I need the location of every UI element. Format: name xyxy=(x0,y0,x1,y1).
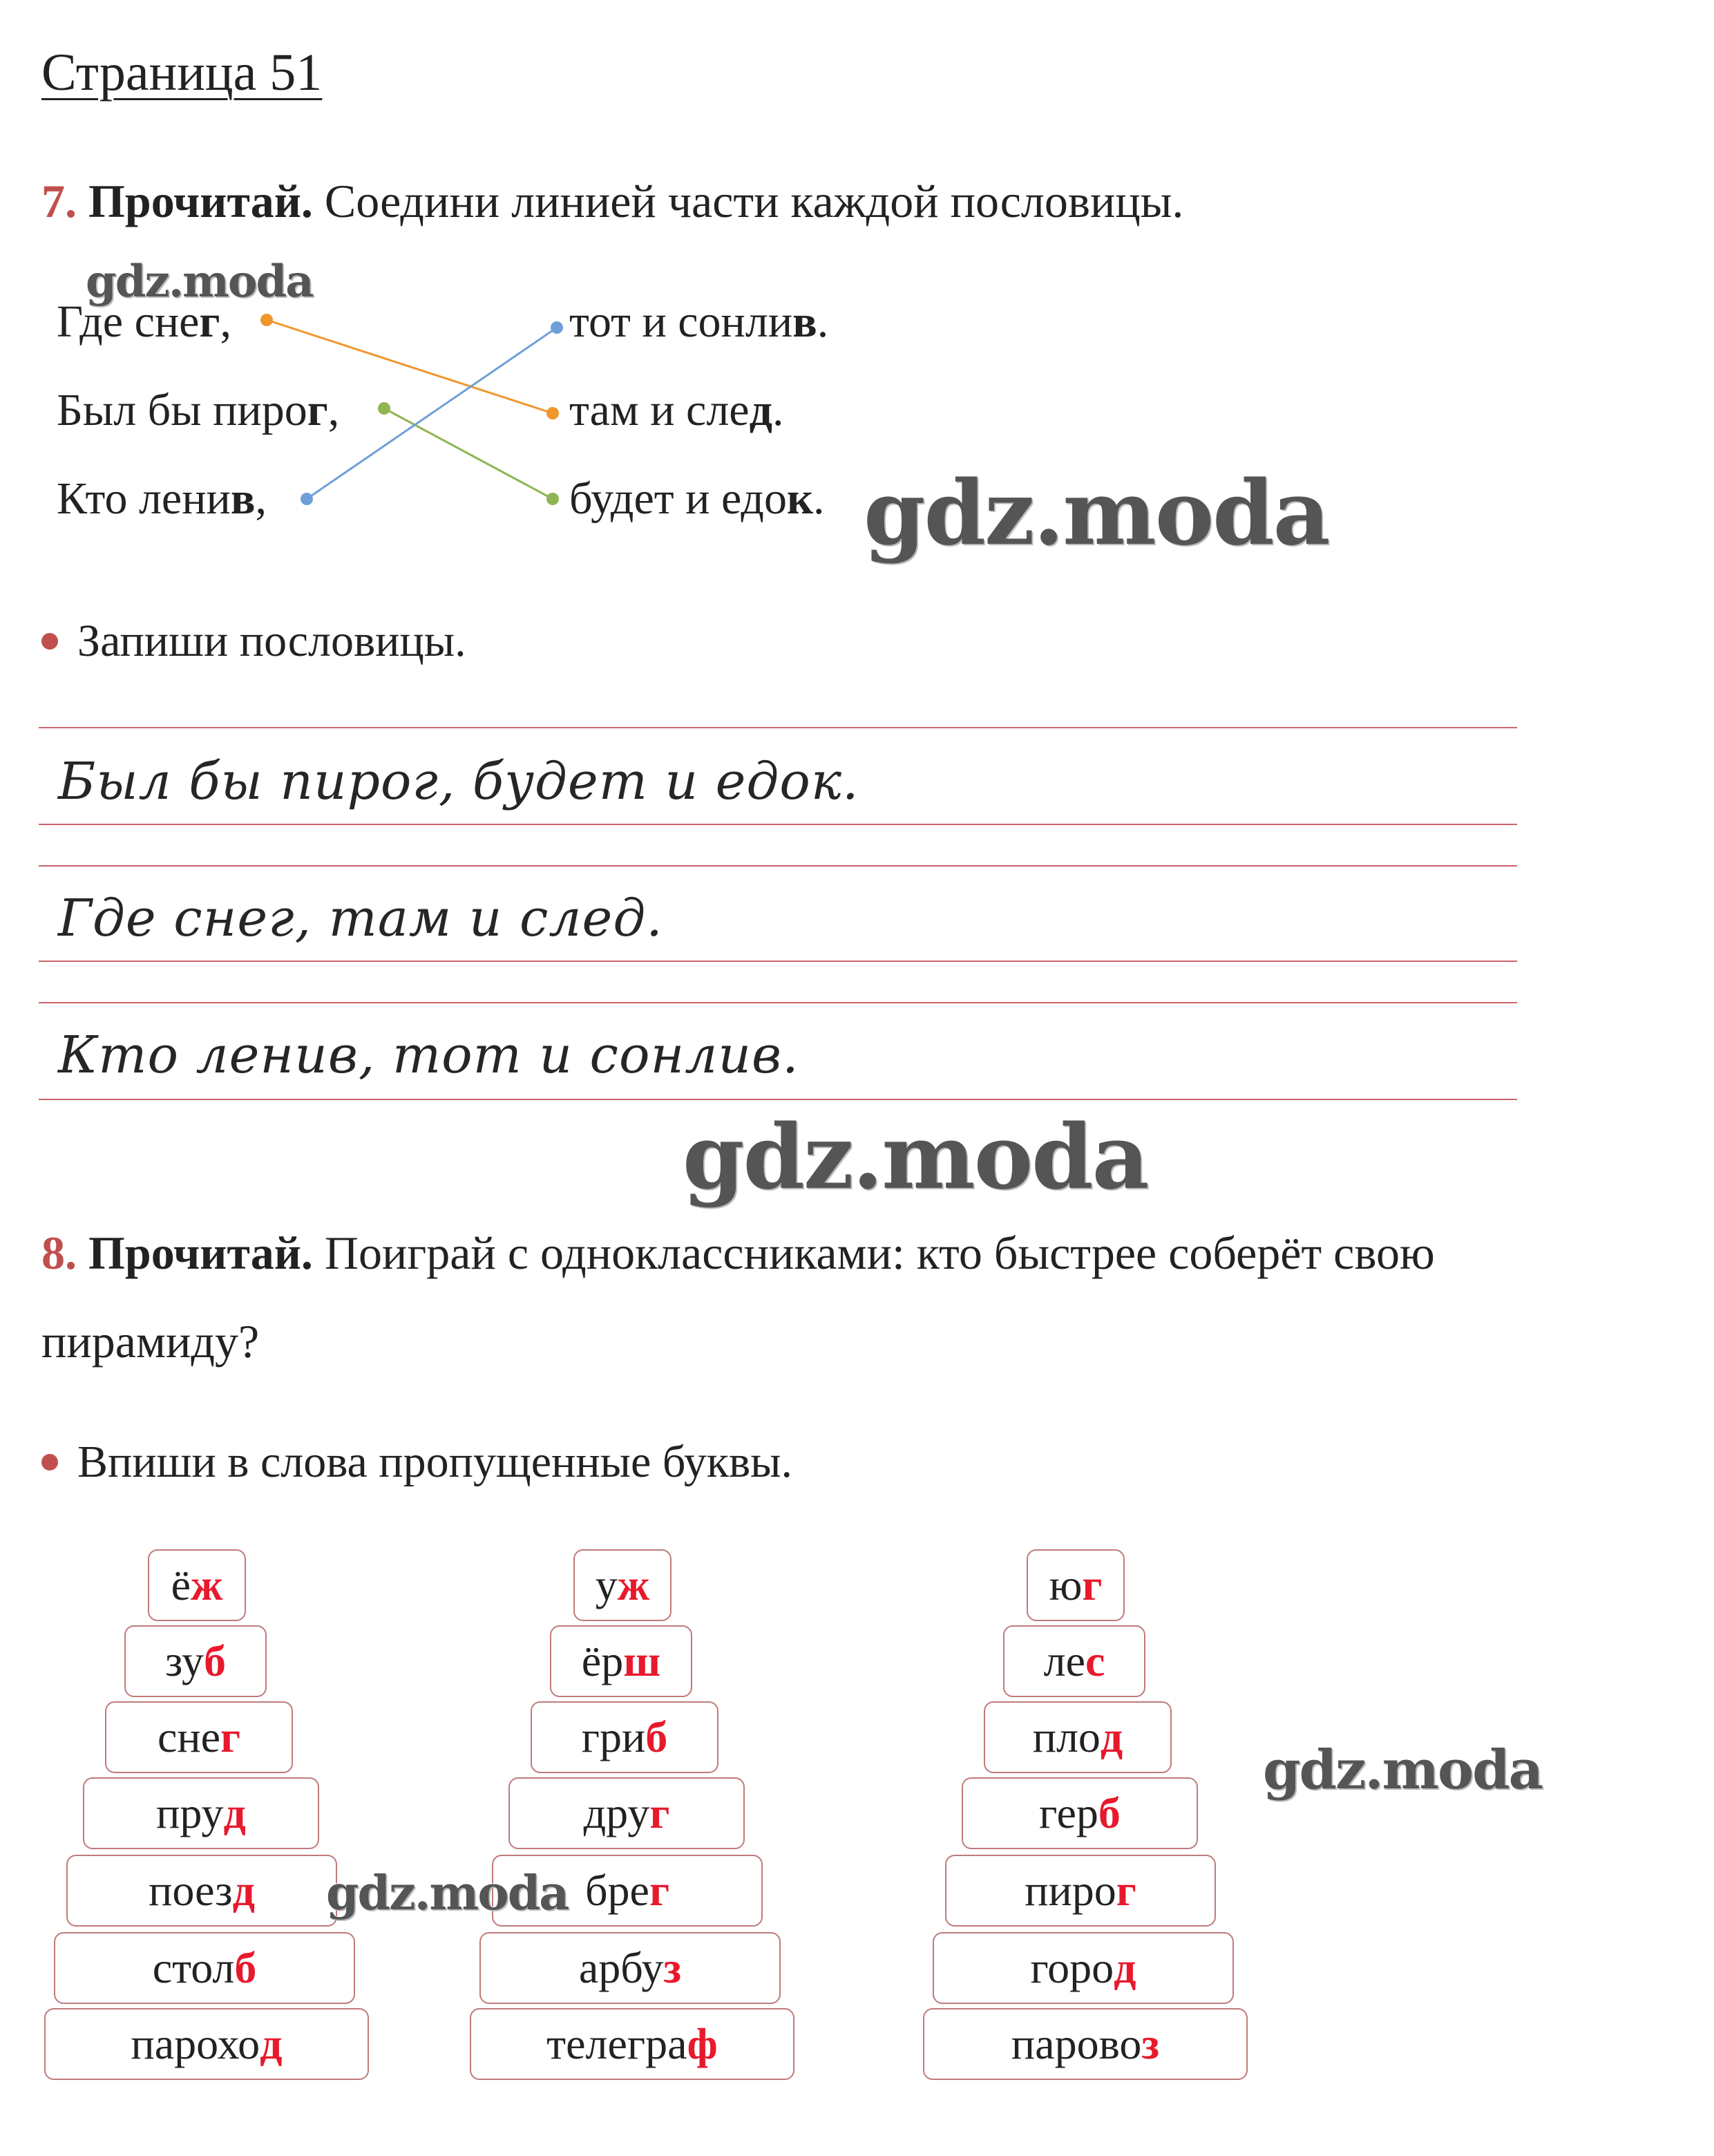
task-7-verb: Прочитай. xyxy=(88,175,313,227)
page-title: Страница 51 xyxy=(41,44,323,102)
proverb-right-2: там и след. xyxy=(569,385,784,435)
link-dot-green-end xyxy=(546,493,559,505)
pyramid-2-block-4[interactable]: дру г xyxy=(508,1777,745,1849)
pyramid-3-block-2[interactable]: ле с xyxy=(1003,1625,1145,1697)
link-dot-orange-start xyxy=(260,314,273,326)
watermark: gdz.moda xyxy=(683,1106,1148,1209)
link-line-orange xyxy=(267,320,553,413)
proverb-right-3: будет и едок. xyxy=(569,473,825,524)
pyramid-1-block-7[interactable]: парохо д xyxy=(44,2008,369,2080)
proverb-left-3: Кто ленив, xyxy=(57,473,267,524)
proverb-right-1: тот и сонлив. xyxy=(569,296,829,347)
task-8-verb: Прочитай. xyxy=(88,1227,313,1279)
pyramid-3-block-6[interactable]: горо д xyxy=(933,1932,1234,2004)
pyramid-1-block-6[interactable]: стол б xyxy=(54,1932,355,2004)
pyramid-2-block-6[interactable]: арбу з xyxy=(479,1932,781,2004)
ruled-line xyxy=(39,824,1517,825)
task-8-text-line1: Поиграй с одноклассниками: кто быстрее соберёт свою xyxy=(312,1227,1435,1279)
pyramid-3-block-5[interactable]: пиро г xyxy=(945,1855,1216,1927)
ruled-line xyxy=(39,1002,1517,1003)
link-dot-blue-start xyxy=(301,493,313,505)
watermark: gdz.moda xyxy=(1263,1739,1543,1802)
task-8-number: 8. xyxy=(41,1227,77,1279)
proverb-left-2: Был бы пирог, xyxy=(57,385,340,435)
task-8-bullet: Впиши в слова пропущенные буквы. xyxy=(41,1436,792,1488)
answer-line-1: Был бы пирог, будет и едок. xyxy=(58,752,859,811)
ruled-line xyxy=(39,865,1517,867)
pyramid-2-block-7[interactable]: телегра ф xyxy=(470,2008,794,2080)
link-dot-blue-end xyxy=(551,321,563,334)
ruled-line xyxy=(39,1099,1517,1100)
pyramid-1-block-2[interactable]: зу б xyxy=(124,1625,267,1697)
bullet-dot-icon xyxy=(41,1454,58,1471)
pyramid-1-block-1[interactable]: ё ж xyxy=(148,1549,246,1621)
link-dot-green-start xyxy=(378,402,390,415)
answer-line-3: Кто ленив, тот и сонлив. xyxy=(58,1025,799,1085)
task-7-bullet: Запиши пословицы. xyxy=(41,615,466,668)
task-8-instruction xyxy=(41,1226,1435,1280)
link-dot-orange-end xyxy=(546,407,559,419)
task-8-text-line2: пирамиду? xyxy=(41,1315,260,1368)
ruled-line xyxy=(39,961,1517,962)
bullet-dot-icon xyxy=(41,633,58,650)
task-7-text: Соедини линией части каждой пословицы. xyxy=(312,175,1184,227)
watermark: gdz.moda xyxy=(864,462,1329,565)
watermark: gdz.moda xyxy=(326,1866,569,1921)
pyramid-3-block-3[interactable]: пло д xyxy=(984,1701,1172,1773)
pyramid-2-block-5[interactable]: бре г xyxy=(492,1855,763,1927)
pyramid-3-block-1[interactable]: ю г xyxy=(1027,1549,1125,1621)
pyramid-1-block-5[interactable]: поез д xyxy=(66,1855,337,1927)
watermark: gdz.moda xyxy=(86,256,313,308)
proverb-left-1: Где снег, xyxy=(57,296,231,347)
answer-line-2: Где снег, там и след. xyxy=(58,889,663,948)
ruled-line xyxy=(39,727,1517,728)
pyramid-3-block-4[interactable]: гер б xyxy=(962,1777,1198,1849)
task-7-number: 7. xyxy=(41,175,77,227)
pyramid-2-block-3[interactable]: гри б xyxy=(531,1701,718,1773)
pyramid-3-block-7[interactable]: парово з xyxy=(923,2008,1248,2080)
pyramid-2-block-1[interactable]: у ж xyxy=(573,1549,672,1621)
pyramid-1-block-3[interactable]: сне г xyxy=(105,1701,293,1773)
pyramid-2-block-2[interactable]: ёр ш xyxy=(550,1625,692,1697)
link-line-blue xyxy=(307,328,557,499)
link-line-green xyxy=(384,408,553,499)
pyramid-1-block-4[interactable]: пру д xyxy=(83,1777,319,1849)
